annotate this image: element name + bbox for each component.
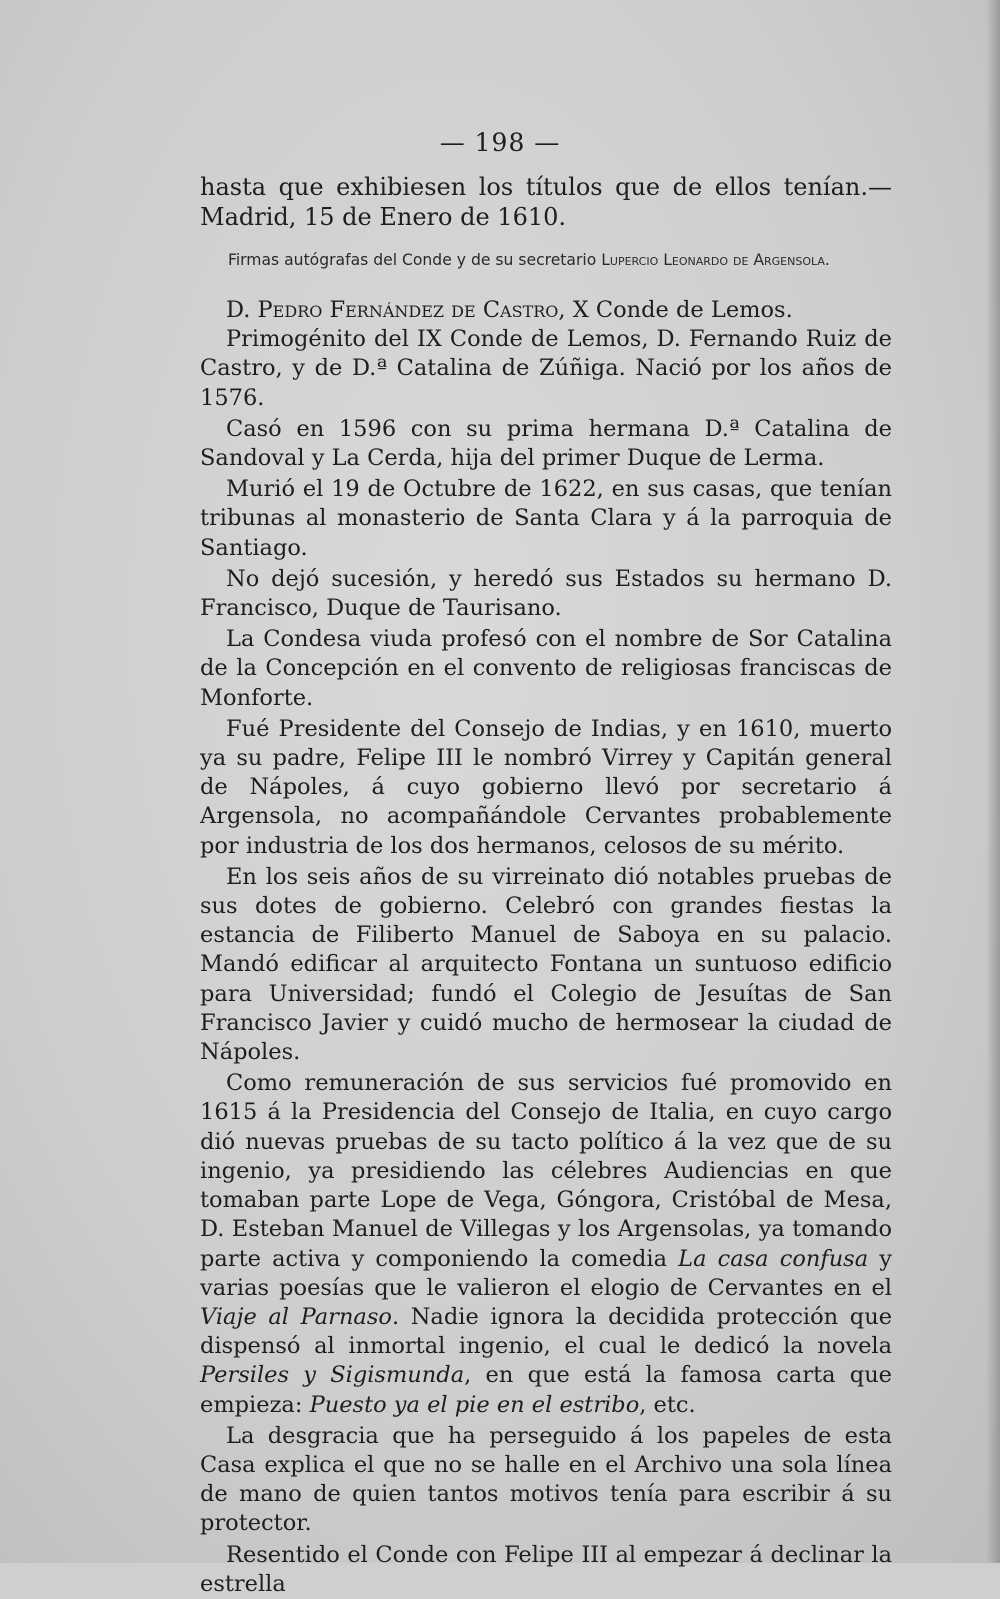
paragraph: Murió el 19 de Octubre de 1622, en sus casas, que tenían tribunas al monasterio de Santa Clara y á la parroquia de Santiago. [200, 476, 892, 561]
text-run: y varias poesías que le valieron el elogio de Cervantes en el [200, 1245, 893, 1301]
title-viaje-al-parnaso: Viaje al Parnaso [200, 1303, 392, 1330]
paragraph-with-titles [200, 1069, 892, 1419]
paragraph: Primogénito del IX Conde de Lemos, D. Fernando Ruiz de Castro, y de D.ª Catalina de Zúñiga. Nació por los años de 1576. [200, 326, 892, 411]
signatures-note [200, 248, 892, 272]
quote-puesto-ya-el-pie: Puesto ya el pie en el estribo [309, 1391, 640, 1418]
text-run: , en que está la famosa carta que empieza: [200, 1362, 892, 1418]
entry-heading [200, 296, 892, 325]
paragraph: En los seis años de su virreinato dió notables pruebas de sus dotes de gobierno. Celebró con grandes fiestas la estancia de Filiberto Manuel de Saboya en su palacio. Mandó edificar al arquitecto Fontana un suntuoso edificio para Universidad; fundó el Colegio de Jesuítas de San Francisco Javier y cuidó mucho de hermosear la ciudad de Nápoles. [200, 863, 892, 1066]
body-text [200, 172, 892, 1599]
title-persiles: Persiles y Sigismunda [200, 1362, 465, 1389]
paragraph: La desgracia que ha perseguido á los papeles de esta Casa explica el que no se halle en el Archivo una sola línea de mano de quien tantos motivos tenía para escribir á su protector. [200, 1422, 892, 1537]
closing-line-previous-document: hasta que exhibiesen los títulos que de ellos tenían.— Madrid, 15 de Enero de 1610. [200, 173, 892, 231]
page-number: — 198 — [439, 128, 561, 157]
signatures-end: . [824, 251, 830, 269]
signatures-name: Lupercio Leonardo de Argensola [601, 251, 825, 269]
heading-suffix: , X Conde de Lemos. [558, 297, 793, 323]
text-run: . Nadie ignora la decidida protección que dispensó al inmortal ingenio, el cual le dedicó la novela [200, 1303, 893, 1360]
paragraph: Fué Presidente del Consejo de Indias, y en 1610, muerto ya su padre, Felipe III le nombró Virrey y Capitán general de Nápoles, á cuyo gobierno llevó por secretario á Argensola, no acompañándole Cervantes probablemente por industria de los dos hermanos, celosos de su mérito. [200, 715, 892, 859]
signatures-lead: Firmas autógrafas del Conde y de su secretario [228, 251, 602, 269]
heading-name: Pedro Fernández de Castro [257, 297, 559, 323]
paragraph: Resentido el Conde con Felipe III al empezar á declinar la estrella [200, 1541, 892, 1597]
paragraph: No dejó sucesión, y heredó sus Estados su hermano D. Francisco, Duque de Taurisano. [200, 565, 892, 622]
text-run: , etc. [639, 1391, 696, 1418]
paragraph: Casó en 1596 con su prima hermana D.ª Catalina de Sandoval y La Cerda, hija del primer Duque de Lerma. [200, 415, 892, 472]
heading-prefix: D. [226, 297, 258, 323]
paragraph: La Condesa viuda profesó con el nombre de Sor Catalina de la Concepción en el convento de religiosas franciscas de Monforte. [200, 626, 892, 711]
text-run: Como remuneración de sus servicios fué promovido en 1615 á la Presidencia del Consejo de Italia, en cuyo cargo dió nuevas pruebas de su tacto político á la vez que de su ingenio, ya presidiendo las célebres Audiencias en que tomaban parte Lope de Vega, Góngora, Cristóbal de Mesa, D. Esteban Manuel de Villegas y los Argensolas, ya tomando parte activa y componiendo la comedia [200, 1070, 892, 1272]
title-la-casa-confusa: La casa confusa [678, 1245, 869, 1272]
